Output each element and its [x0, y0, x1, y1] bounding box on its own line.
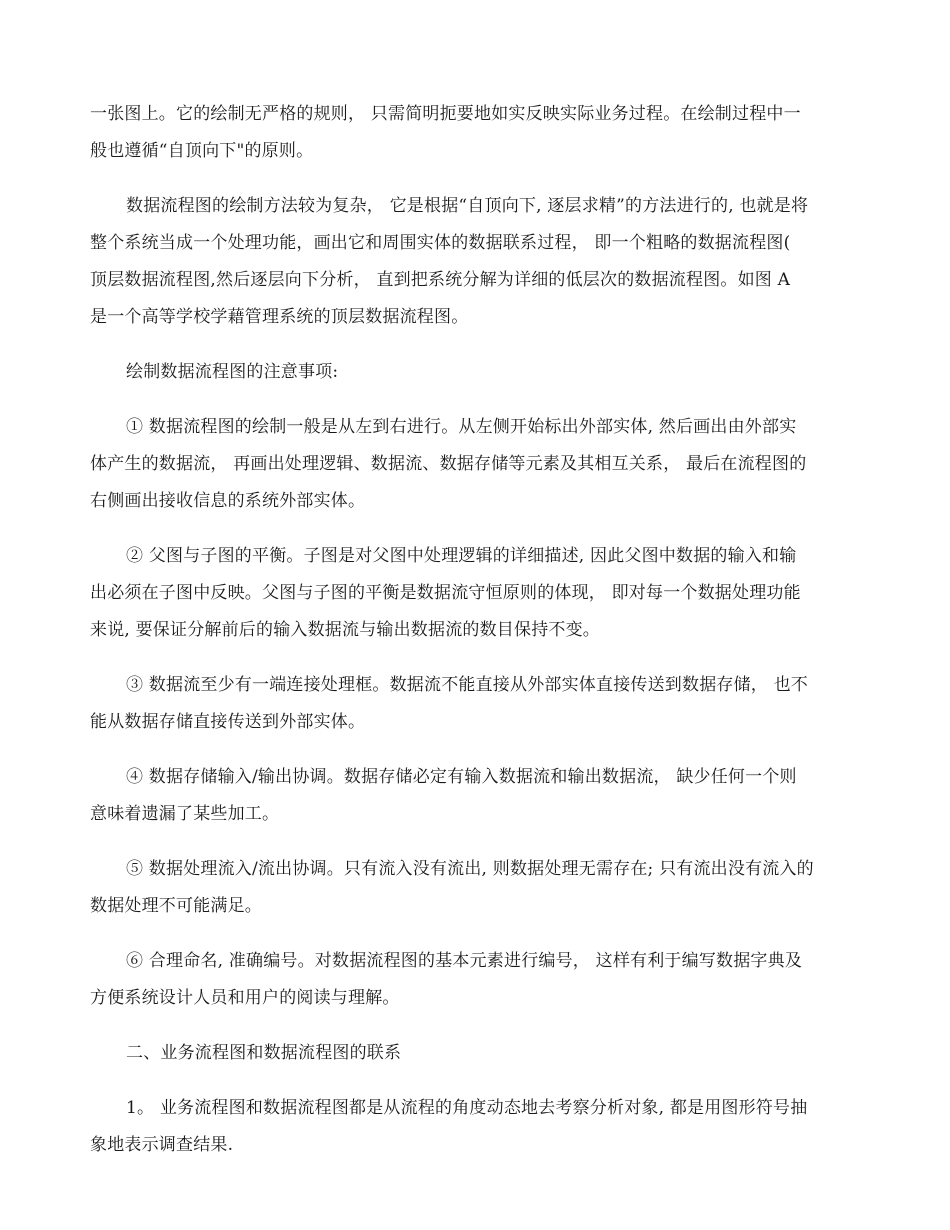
text-line: 整个系统当成一个处理功能，画出它和周围实体的数据联系过程， 即一个粗略的数据流程图( — [90, 233, 791, 253]
document-page — [90, 96, 860, 1182]
paragraph — [90, 1035, 860, 1072]
text-line: ③ 数据流至少有一端连接处理框。数据流不能直接从外部实体直接传送到数据存储， 也不 — [126, 675, 809, 695]
text-line: 数据流程图的绘制方法较为复杂， 它是根据“自顶向下, 逐层求精”的方法进行的, 也就是将 — [126, 196, 809, 216]
text-line: 是一个高等学校学藉管理系统的顶层数据流程图。 — [90, 307, 469, 327]
text-line: 意味着遗漏了某些加工。 — [90, 804, 280, 824]
paragraph — [90, 188, 860, 336]
text-line: 方便系统设计人员和用户的阅读与理解。 — [90, 988, 400, 1008]
text-line: 二、业务流程图和数据流程图的联系 — [126, 1043, 402, 1063]
text-line: 右侧画出接收信息的系统外部实体。 — [90, 491, 366, 511]
text-line: ② 父图与子图的平衡。子图是对父图中处理逻辑的详细描述, 因此父图中数据的输入和输 — [126, 546, 797, 566]
paragraph — [90, 1090, 860, 1164]
text-line: 能从数据存储直接传送到外部实体。 — [90, 712, 366, 732]
paragraph — [90, 943, 860, 1017]
text-line: ④ 数据存储输入/输出协调。数据存储必定有输入数据流和输出数据流， 缺少任何一个则 — [126, 767, 797, 787]
paragraph — [90, 409, 860, 520]
paragraph — [90, 759, 860, 833]
text-line: 出必须在子图中反映。父图与子图的平衡是数据流守恒原则的体现， 即对每一个数据处理功能 — [90, 583, 801, 603]
text-line: 一张图上。它的绘制无严格的规则， 只需简明扼要地如实反映实际业务过程。在绘制过程中一 — [90, 104, 801, 124]
paragraph — [90, 667, 860, 741]
text-line: 象地表示调查结果. — [90, 1135, 234, 1155]
text-line: 1。 业务流程图和数据流程图都是从流程的角度动态地去考察分析对象, 都是用图形符号抽 — [126, 1098, 808, 1118]
text-line: ① 数据流程图的绘制一般是从左到右进行。从左侧开始标出外部实体, 然后画出由外部实 — [126, 417, 797, 437]
paragraph — [90, 851, 860, 925]
paragraph — [90, 96, 860, 170]
text-line: 般也遵循“自顶向下"的原则。 — [90, 141, 314, 161]
text-line: 数据处理不可能满足。 — [90, 896, 262, 916]
text-line: 顶层数据流程图,然后逐层向下分析， 直到把系统分解为详细的低层次的数据流程图。如图 A — [90, 270, 791, 290]
text-line: ⑤ 数据处理流入/流出协调。只有流入没有流出, 则数据处理无需存在; 只有流出没有流入的 — [126, 859, 814, 879]
text-line: 绘制数据流程图的注意事项: — [126, 362, 339, 382]
text-line: 体产生的数据流， 再画出处理逻辑、数据流、数据存储等元素及其相互关系， 最后在流程图的 — [90, 454, 807, 474]
paragraph — [90, 538, 860, 649]
text-line: ⑥ 合理命名, 准确编号。对数据流程图的基本元素进行编号， 这样有利于编写数据字典及 — [126, 951, 803, 971]
text-line: 来说, 要保证分解前后的输入数据流与输出数据流的数目保持不变。 — [90, 620, 601, 640]
paragraph — [90, 354, 860, 391]
